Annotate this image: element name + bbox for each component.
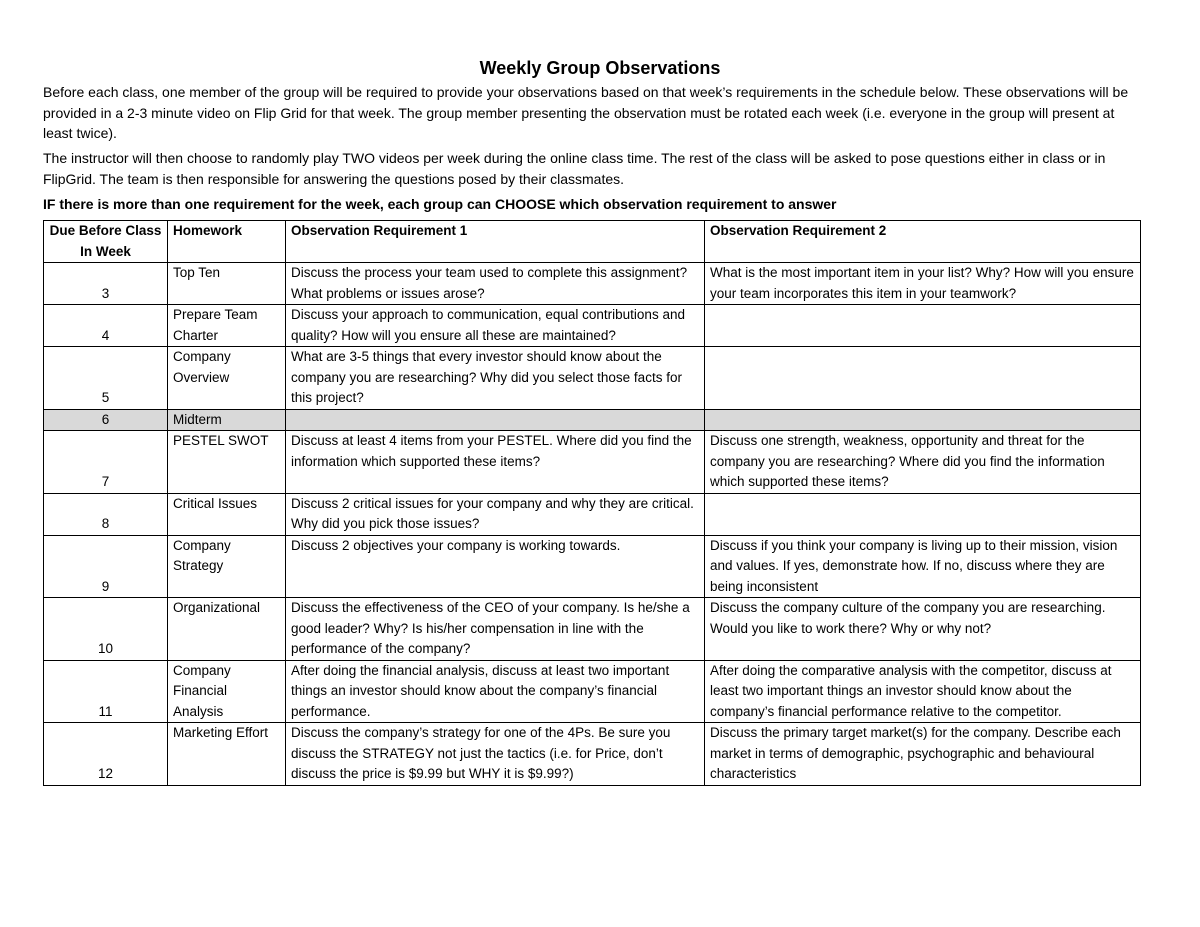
requirement-1-cell (286, 409, 705, 431)
requirement-2-cell: Discuss the company culture of the company you are researching. Would you like to work there? Why or why not? (705, 598, 1141, 661)
requirement-2-cell (705, 347, 1141, 410)
table-row (44, 263, 1141, 305)
requirement-2-cell: Discuss one strength, weakness, opportunity and threat for the company you are researching? Where did you find the information which supported these items? (705, 431, 1141, 494)
schedule-table (43, 220, 1141, 786)
page-title: Weekly Group Observations (479, 58, 721, 78)
intro-paragraph-1: Before each class, one member of the group will be required to provide your observations based on that week’s requirements in the schedule below. These observations will be provided in a 2-3 minute video on Flip Grid for that week. The group member presenting the observation must be rotated each week (i.e. everyone in the group will present at least twice). (43, 84, 1129, 141)
table-row-midterm (44, 409, 1141, 431)
table-row (44, 660, 1141, 723)
week-cell: 10 (44, 598, 168, 661)
requirement-2-cell: After doing the comparative analysis with the competitor, discuss at least two important things an investor should know about the company’s financial performance relative to the competitor. (705, 660, 1141, 723)
header-homework: Homework (168, 221, 286, 263)
table-row (44, 347, 1141, 410)
homework-cell: Company Overview (168, 347, 286, 410)
requirement-1-cell: After doing the financial analysis, discuss at least two important things an investor should know about the company’s financial performance. (286, 660, 705, 723)
homework-cell: Critical Issues (168, 493, 286, 535)
homework-cell: PESTEL SWOT (168, 431, 286, 494)
week-cell: 3 (44, 263, 168, 305)
week-cell: 9 (44, 535, 168, 598)
requirement-1-cell: Discuss your approach to communication, equal contributions and quality? How will you ensure all these are maintained? (286, 305, 705, 347)
requirement-2-cell (705, 305, 1141, 347)
homework-cell: Midterm (168, 409, 286, 431)
header-requirement-2: Observation Requirement 2 (705, 221, 1141, 263)
header-due-week: Due Before Class In Week (44, 221, 168, 263)
requirement-1-cell: Discuss 2 objectives your company is working towards. (286, 535, 705, 598)
requirement-1-cell: Discuss the process your team used to complete this assignment? What problems or issues arose? (286, 263, 705, 305)
homework-cell: Marketing Effort (168, 723, 286, 786)
intro-paragraph-2: The instructor will then choose to randomly play TWO videos per week during the online class time. The rest of the class will be asked to pose questions either in class or in FlipGrid. The team is then responsible for answering the questions posed by their classmates. (43, 150, 1106, 187)
table-header-row (44, 221, 1141, 263)
table-row (44, 305, 1141, 347)
table-row (44, 493, 1141, 535)
header-requirement-1: Observation Requirement 1 (286, 221, 705, 263)
homework-cell: Prepare Team Charter (168, 305, 286, 347)
homework-cell: Company Financial Analysis (168, 660, 286, 723)
week-cell: 6 (44, 409, 168, 431)
week-cell: 11 (44, 660, 168, 723)
requirement-1-cell: Discuss at least 4 items from your PESTEL. Where did you find the information which supported these items? (286, 431, 705, 494)
week-cell: 8 (44, 493, 168, 535)
table-row (44, 535, 1141, 598)
requirement-1-cell: Discuss 2 critical issues for your company and why they are critical. Why did you pick those issues? (286, 493, 705, 535)
week-cell: 4 (44, 305, 168, 347)
requirement-2-cell: Discuss if you think your company is living up to their mission, vision and values. If yes, demonstrate how. If no, discuss where they are being inconsistent (705, 535, 1141, 598)
requirement-2-cell: Discuss the primary target market(s) for the company. Describe each market in terms of demographic, psychographic and behavioural characteristics (705, 723, 1141, 786)
homework-cell: Organizational (168, 598, 286, 661)
table-row (44, 723, 1141, 786)
table-row (44, 431, 1141, 494)
requirement-1-cell: Discuss the company’s strategy for one of the 4Ps. Be sure you discuss the STRATEGY not just the tactics (i.e. for Price, don’t discuss the price is $9.99 but WHY it is $9.99?) (286, 723, 705, 786)
table-row (44, 598, 1141, 661)
requirement-2-cell: What is the most important item in your list? Why? How will you ensure your team incorporates this item in your teamwork? (705, 263, 1141, 305)
week-cell: 5 (44, 347, 168, 410)
requirement-2-cell (705, 409, 1141, 431)
week-cell: 7 (44, 431, 168, 494)
requirement-note: IF there is more than one requirement for the week, each group can CHOOSE which observation requirement to answer (43, 196, 837, 212)
requirement-1-cell: What are 3-5 things that every investor should know about the company you are researching? Why did you select those facts for this project? (286, 347, 705, 410)
homework-cell: Company Strategy (168, 535, 286, 598)
homework-cell: Top Ten (168, 263, 286, 305)
requirement-1-cell: Discuss the effectiveness of the CEO of your company. Is he/she a good leader? Why? Is his/her compensation in line with the performance of the company? (286, 598, 705, 661)
week-cell: 12 (44, 723, 168, 786)
requirement-2-cell (705, 493, 1141, 535)
